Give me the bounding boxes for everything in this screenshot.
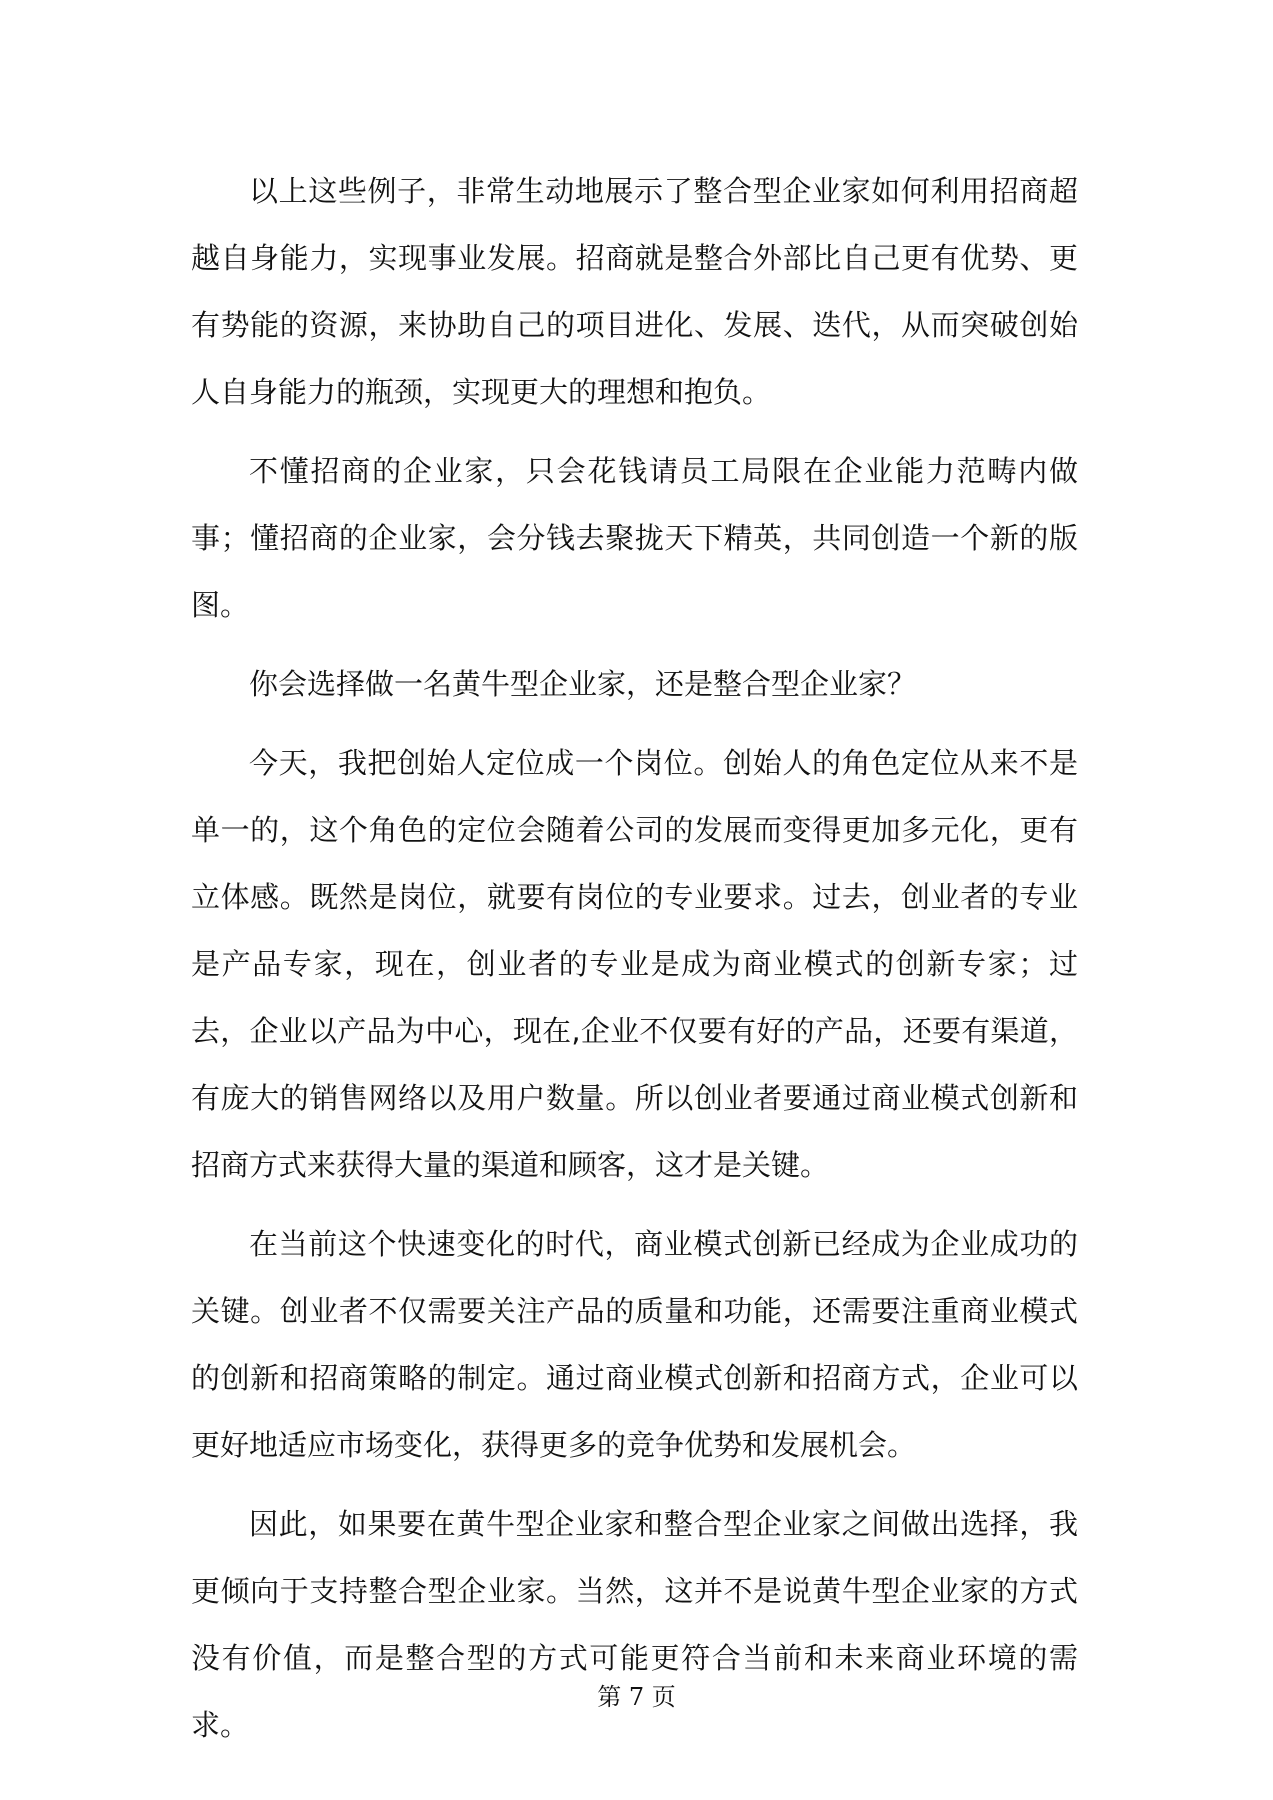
paragraph-5: 在当前这个快速变化的时代，商业模式创新已经成为企业成功的关键。创业者不仅需要关注产品的质量和功能，还需要注重商业模式的创新和招商策略的制定。通过商业模式创新和招商方式，企业可以更好地适应市场变化，获得更多的竞争优势和发展机会。 bbox=[191, 1227, 1078, 1462]
paragraph-4: 今天，我把创始人定位成一个岗位。创始人的角色定位从来不是单一的，这个角色的定位会随着公司的发展而变得更加多元化，更有立体感。既然是岗位，就要有岗位的专业要求。过去，创业者的专业是产品专家，现在，创业者的专业是成为商业模式的创新专家；过去，企业以产品为中心，现在,企业不仅要有好的产品，还要有渠道，有庞大的销售网络以及用户数量。所以创业者要通过商业模式创新和招商方式来获得大量的渠道和顾客，这才是关键。 bbox=[191, 746, 1078, 1182]
paragraph-3: 你会选择做一名黄牛型企业家，还是整合型企业家？ bbox=[249, 667, 917, 701]
page-number: 第 7 页 bbox=[597, 1683, 676, 1711]
paragraph-6: 因此，如果要在黄牛型企业家和整合型企业家之间做出选择，我更倾向于支持整合型企业家。当然，这并不是说黄牛型企业家的方式没有价值，而是整合型的方式可能更符合当前和未来商业环境的需求。 bbox=[191, 1507, 1078, 1742]
paragraph-2: 不懂招商的企业家，只会花钱请员工局限在企业能力范畴内做事；懂招商的企业家，会分钱去聚拢天下精英，共同创造一个新的版图。 bbox=[191, 454, 1078, 622]
document-body bbox=[191, 158, 1078, 1771]
paragraph-1: 以上这些例子，非常生动地展示了整合型企业家如何利用招商超越自身能力，实现事业发展。招商就是整合外部比自己更有优势、更有势能的资源，来协助自己的项目进化、发展、迭代，从而突破创始人自身能力的瓶颈，实现更大的理想和抱负。 bbox=[191, 174, 1078, 409]
